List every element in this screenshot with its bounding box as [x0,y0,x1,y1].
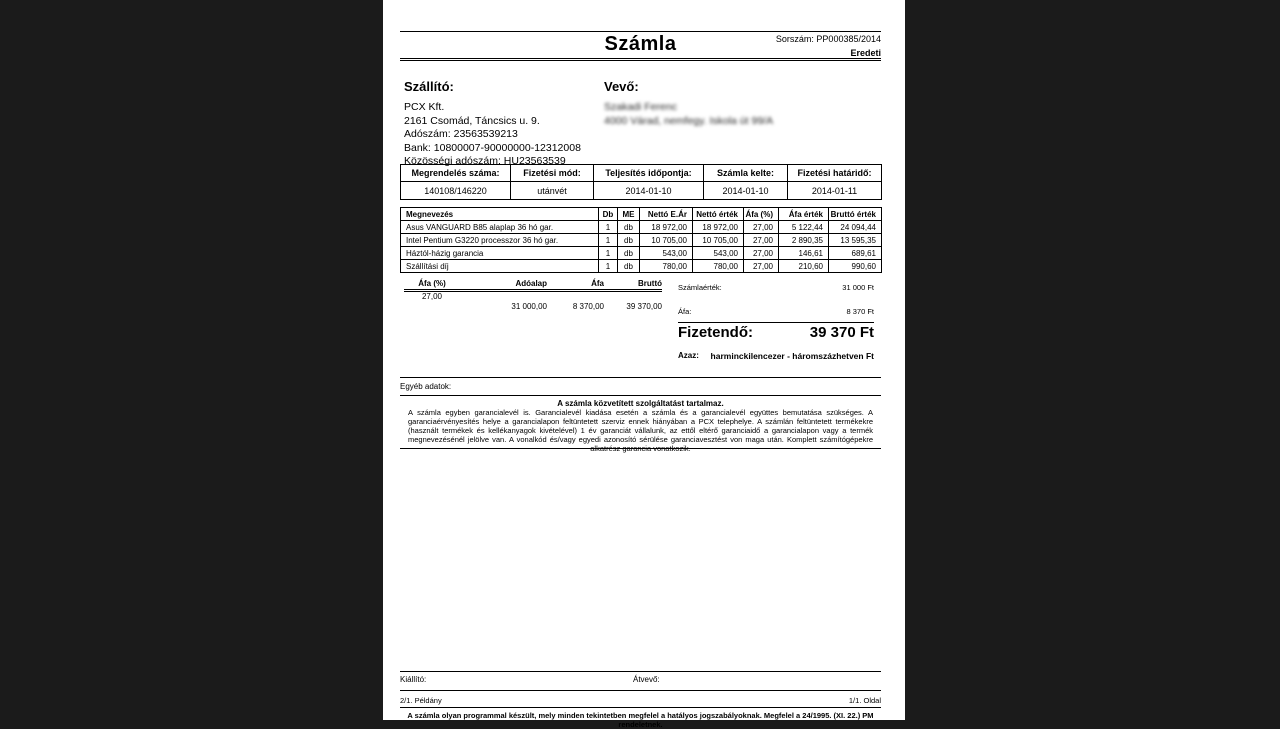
vat-total-label: Áfa: [678,307,692,316]
vat-total-row [678,307,874,316]
supplier-bank-account: Bank: 10800007-90000000-12312008 [404,141,581,154]
line-items-table [400,207,882,273]
item-name: Asus VANGUARD B85 alaplap 36 hó gar. [401,221,599,234]
item-row [401,260,882,273]
item-vat-value: 2 890,35 [779,234,829,247]
item-net-value: 10 705,00 [693,234,744,247]
footer-bottom-rule [400,707,881,708]
item-unit: db [618,221,640,234]
item-unit: db [618,260,640,273]
item-name: Háztól-házig garancia [401,247,599,260]
other-data-label: Egyéb adatok: [400,382,452,391]
fulfillment-date-value: 2014-01-10 [594,182,704,200]
supplier-tax-number: Adószám: 23563539213 [404,128,518,141]
issuer-label: Kiállító: [400,675,427,684]
due-date-header: Fizetési határidő: [788,165,882,182]
item-gross-value: 990,60 [829,260,882,273]
vat-base-col-header: Adóalap [460,278,547,290]
item-net-value: 543,00 [693,247,744,260]
order-info-header-row [401,165,882,182]
item-gross-value: 13 595,35 [829,234,882,247]
vat-rate-col-header: Áfa (%) [404,278,460,290]
vat-summary-table [404,278,662,312]
invoice-date-value: 2014-01-10 [704,182,788,200]
item-unit: db [618,247,640,260]
item-quantity: 1 [599,260,618,273]
net-unit-price-header: Nettó E.Ár [640,208,693,221]
invoice-serial-number: Sorszám: PP000385/2014 [775,34,881,44]
net-total-label: Számlaérték: [678,283,722,292]
other-data-band [400,377,881,396]
payable-label: Fizetendő: [678,324,753,341]
gross-value-header: Bruttó érték [829,208,882,221]
item-net-unit-price: 18 972,00 [640,221,693,234]
footer-mid-rule [400,690,881,691]
unit-header: ME [618,208,640,221]
service-note: A számla közvetített szolgáltatást tartalmaz. [557,399,724,408]
item-vat-rate: 27,00 [744,247,779,260]
item-row [401,221,882,234]
invoice-title: Számla [604,33,677,55]
header-double-rule [400,58,881,61]
fulfillment-date-header: Teljesítés időpontja: [594,165,704,182]
supplier-section [404,79,604,169]
vat-rate-row [404,290,662,301]
legal-note: A számla olyan programmal készült, mely minden tekintetben megfelel a hatályos jogszabályoknak. Megfelel a 24/1995. (XI. 22.) PM rendeletnek. [407,711,874,729]
order-number-value: 140108/146220 [401,182,511,200]
item-quantity: 1 [599,247,618,260]
vat-amount-total: 8 370,00 [572,302,604,311]
vat-rate-value: 27,00 [421,291,443,301]
item-vat-value: 210,60 [779,260,829,273]
vat-gross-total: 39 370,00 [626,302,662,311]
order-number-header: Megrendelés száma: [401,165,511,182]
receiver-label: Átvevő: [633,675,660,684]
item-net-unit-price: 543,00 [640,247,693,260]
item-net-value: 18 972,00 [693,221,744,234]
vat-summary-header-row [404,278,662,290]
vat-value-header: Áfa érték [779,208,829,221]
net-total-row [678,283,874,292]
net-total-value: 31 000 Ft [842,283,874,292]
warranty-text: A számla egyben garancialevél is. Garancialevél kiadása esetén a számla és a garancialevél együttes bemutatása szükséges. A garanciaérvényesítés helye a garancialapon feltüntetett szerviz ennek hiányában a PCX telephelye. A számlán feltüntetett termékekre (használt termékek és kellékanyagok kivételével) 1 év garanciát vállalunk, az ettől eltérő garanciaidő a garancialapon vagy a termék megnevezésénél jelölve van. A vonalkód és/vagy egyedi azonosító sérülése garanciavesztést von maga után. Komplett számítógépekre alkatrész garancia vonatkozik. [408,408,873,453]
item-unit: db [618,234,640,247]
invoice-copy-type: Eredeti [850,48,881,58]
amount-in-words-value: harminckilencezer - háromszázhetven Ft [710,351,874,361]
item-quantity: 1 [599,221,618,234]
supplier-address: 2161 Csomád, Táncsics u. 9. [404,114,540,127]
item-net-value: 780,00 [693,260,744,273]
supplier-heading: Szállító: [404,79,454,94]
warranty-bottom-rule [400,448,881,449]
net-value-header: Nettó érték [693,208,744,221]
vat-rate-header: Áfa (%) [744,208,779,221]
payment-method-value: utánvét [511,182,594,200]
payment-method-header: Fizetési mód: [511,165,594,182]
item-gross-value: 24 094,44 [829,221,882,234]
buyer-address-redacted: 4000 Várad, nemfegy. Iskola út 99/A [604,114,774,127]
order-info-value-row [401,182,882,200]
copy-number: 2/1. Példány [400,696,442,705]
item-vat-rate: 27,00 [744,260,779,273]
page-number: 1/1. Oldal [848,696,881,705]
supplier-eu-tax-number: Közösségi adószám: HU23563539 [404,155,566,168]
item-name-header: Megnevezés [401,208,599,221]
totals-section [678,283,874,363]
items-header-row [401,208,882,221]
item-net-unit-price: 10 705,00 [640,234,693,247]
item-row [401,247,882,260]
item-vat-value: 146,61 [779,247,829,260]
vat-base-total: 31 000,00 [511,302,547,311]
buyer-name-redacted: Szakadi Ferenc [604,101,677,113]
payable-rule [678,322,874,323]
invoice-page [383,0,905,729]
due-date-value: 2014-01-11 [788,182,882,200]
amount-in-words-label: Azaz: [678,351,699,360]
supplier-name: PCX Kft. [404,101,445,113]
payable-row [678,324,874,341]
invoice-date-header: Számla kelte: [704,165,788,182]
payable-value: 39 370 Ft [809,324,874,341]
quantity-header: Db [599,208,618,221]
footer-top-rule [400,671,881,672]
item-row [401,234,882,247]
buyer-section [604,79,884,128]
vat-total-value: 8 370 Ft [846,307,874,316]
order-info-table [400,164,882,200]
vat-amount-col-header: Áfa [547,278,604,290]
item-net-unit-price: 780,00 [640,260,693,273]
item-quantity: 1 [599,234,618,247]
item-vat-rate: 27,00 [744,234,779,247]
vat-gross-col-header: Bruttó [604,278,662,290]
item-vat-value: 5 122,44 [779,221,829,234]
header-top-rule [400,31,881,32]
buyer-heading: Vevő: [604,79,639,94]
item-vat-rate: 27,00 [744,221,779,234]
vat-totals-row [404,301,662,312]
item-gross-value: 689,61 [829,247,882,260]
amount-in-words-row [678,351,874,361]
item-name: Intel Pentium G3220 processzor 36 hó gar. [401,234,599,247]
item-name: Szállítási díj [401,260,599,273]
